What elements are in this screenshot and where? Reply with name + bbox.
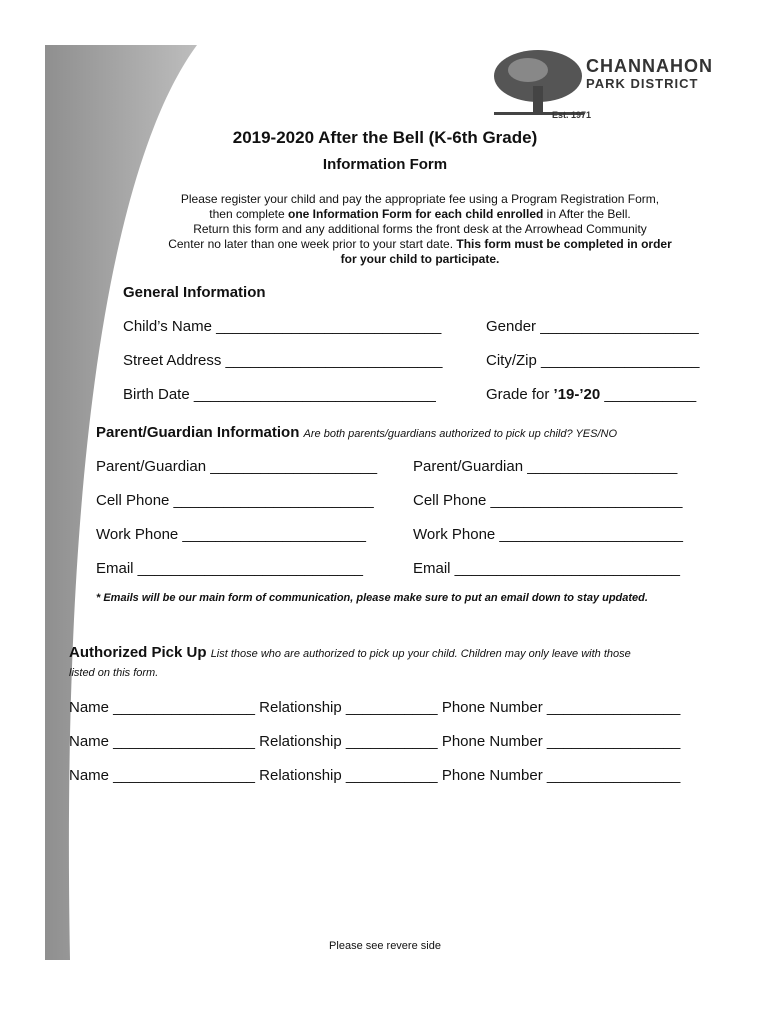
parent1-email-field[interactable]: Email ___________________________ <box>96 560 363 577</box>
parent2-cell-field[interactable]: Cell Phone _______________________ <box>413 492 683 509</box>
parent1-cell-field[interactable]: Cell Phone ________________________ <box>96 492 374 509</box>
parent2-email-field[interactable]: Email ___________________________ <box>413 560 680 577</box>
birth-date-field[interactable]: Birth Date _____________________________ <box>123 386 436 403</box>
parent-info-heading: Parent/Guardian Information Are both parents/guardians authorized to pick up child? YES/NO <box>96 424 618 441</box>
logo-name-2: PARK DISTRICT <box>586 76 699 91</box>
email-note: * Emails will be our main form of communication, please make sure to put an email down to stay updated. <box>96 592 648 604</box>
pickup-desc: listed on this form. <box>69 667 159 679</box>
form-subtitle: Information Form <box>322 156 448 173</box>
street-address-field[interactable]: Street Address __________________________ <box>123 352 443 369</box>
parent2-name-field[interactable]: Parent/Guardian __________________ <box>413 458 678 475</box>
gender-field[interactable]: Gender ___________________ <box>486 318 699 335</box>
pickup-heading: Authorized Pick Up List those who are authorized to pick up your child. Children may only leave with those <box>69 644 631 661</box>
parent1-work-field[interactable]: Work Phone ______________________ <box>96 526 366 543</box>
parent1-name-field[interactable]: Parent/Guardian ____________________ <box>96 458 378 475</box>
form-title: 2019-2020 After the Bell (K-6th Grade) <box>232 128 538 147</box>
city-zip-field[interactable]: City/Zip ___________________ <box>486 352 700 369</box>
pickup-row[interactable]: Name _________________ Relationship ___________ Phone Number ________________ <box>69 733 681 750</box>
grade-field[interactable]: Grade for ’19-’20 ___________ <box>486 386 697 403</box>
footer-note: Please see revere side <box>329 940 441 952</box>
pickup-row[interactable]: Name _________________ Relationship ___________ Phone Number ________________ <box>69 767 681 784</box>
parent2-work-field[interactable]: Work Phone ______________________ <box>413 526 683 543</box>
logo-est: Est. 1971 <box>552 110 592 120</box>
general-info-heading: General Information <box>123 284 266 301</box>
logo-name-1: CHANNAHON <box>586 56 713 76</box>
childs-name-field[interactable]: Child’s Name ___________________________ <box>123 318 442 335</box>
intro-text: Please register your child and pay the appropriate fee using a Program Registration Form, then complete one Information Form for each child enrolled in After the Bell. Return this form and any additional forms the front desk at the Arrowhead Community Center no later than one week prior to your start date. This form must be completed in order for your child to participate. <box>168 192 672 266</box>
pickup-row[interactable]: Name _________________ Relationship ___________ Phone Number ________________ <box>69 699 681 716</box>
